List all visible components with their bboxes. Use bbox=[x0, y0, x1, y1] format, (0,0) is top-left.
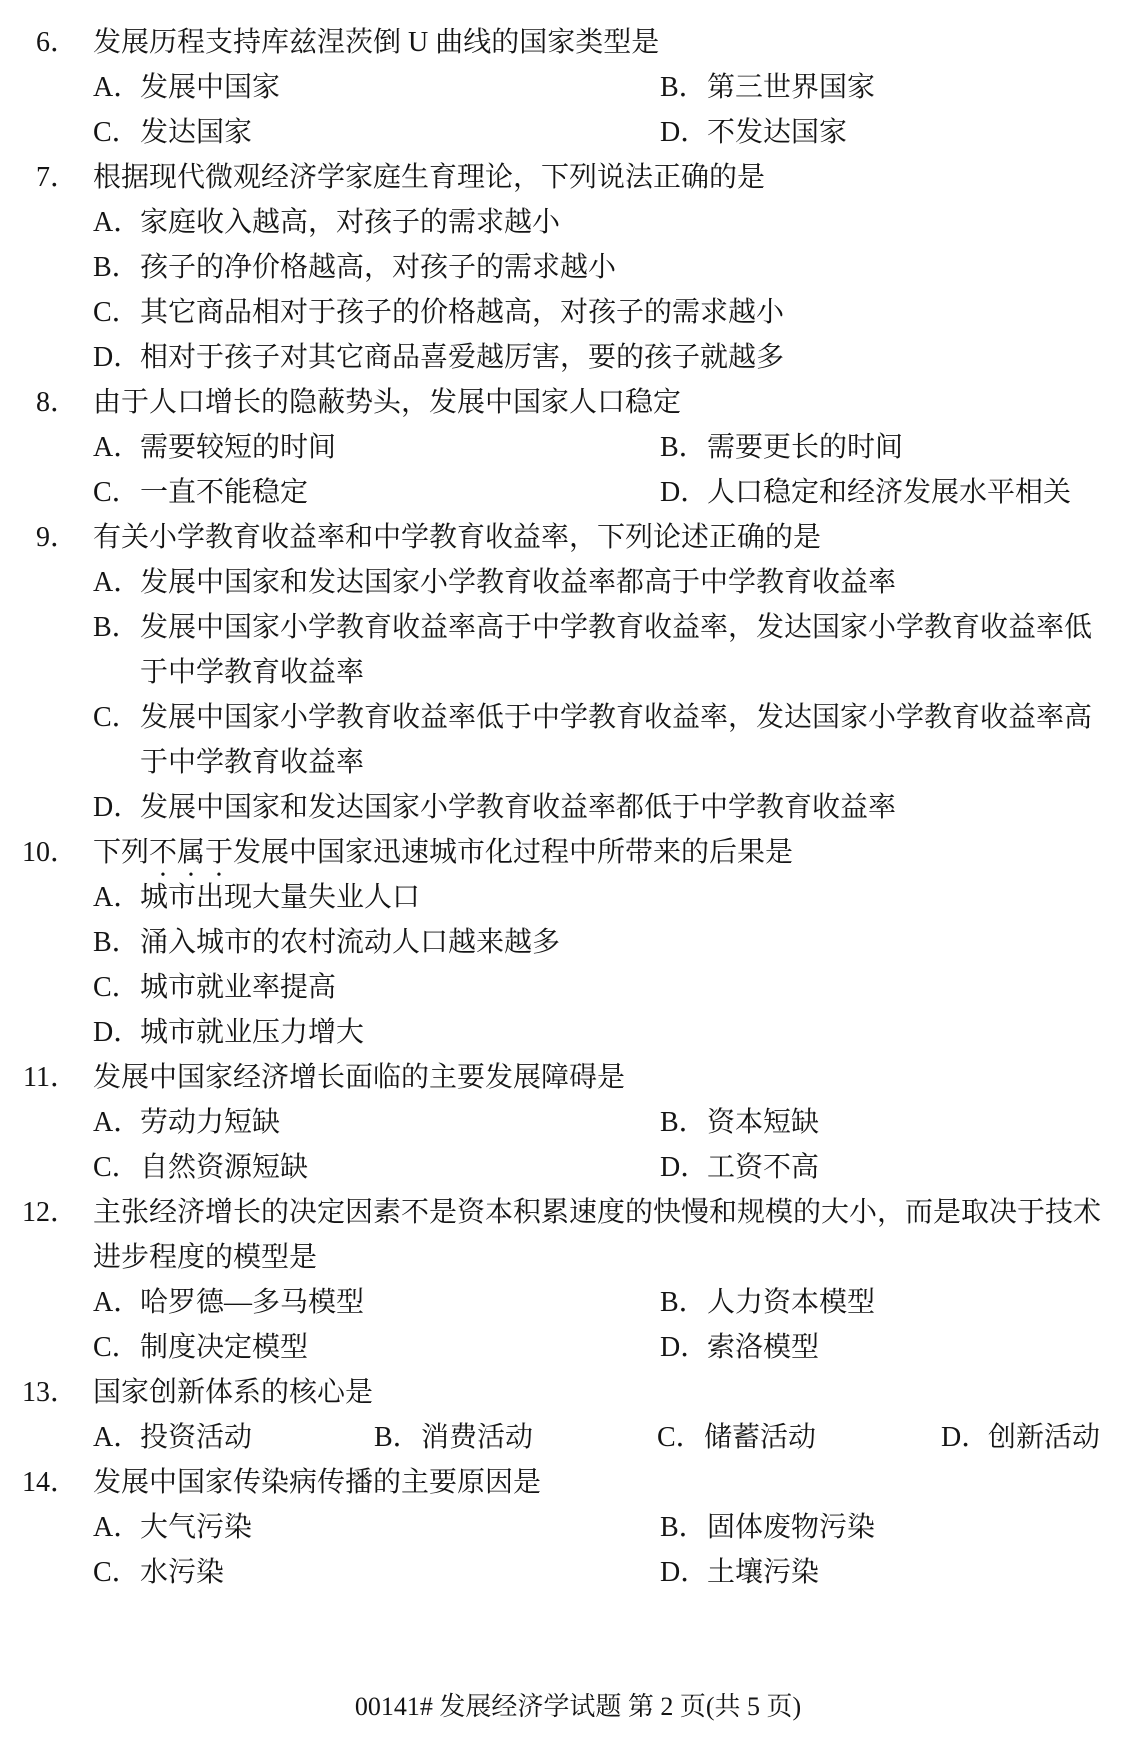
question-10-option-c bbox=[0, 965, 1144, 1010]
question-stem: 主张经济增长的决定因素不是资本积累速度的快慢和规模的大小，而是取决于技术 bbox=[93, 1197, 1102, 1228]
question-9 bbox=[0, 515, 1144, 560]
question-13-options bbox=[0, 1415, 1144, 1460]
stem-text: 发展中国家迅速城市化过程中所带来的后果是 bbox=[233, 837, 794, 868]
option-label: B． bbox=[93, 252, 140, 283]
option-text: 第三世界国家 bbox=[707, 72, 876, 103]
question-10-option-d bbox=[0, 1010, 1144, 1055]
question-11 bbox=[0, 1055, 1144, 1100]
page-footer bbox=[0, 1684, 1144, 1729]
option-text: 固体废物污染 bbox=[707, 1512, 876, 1543]
question-number: 12． bbox=[21, 1197, 78, 1228]
option-text: 城市就业压力增大 bbox=[140, 1017, 365, 1048]
question-number: 8． bbox=[35, 387, 78, 418]
question-stem bbox=[93, 830, 793, 875]
option-text: 资本短缺 bbox=[707, 1107, 820, 1138]
option-a bbox=[93, 200, 560, 245]
question-stem-continuation: 进步程度的模型是 bbox=[93, 1242, 318, 1273]
question-9-option-a bbox=[0, 560, 1144, 605]
question-10 bbox=[0, 830, 1144, 875]
question-number: 10． bbox=[21, 837, 78, 868]
question-12-stem-continuation bbox=[0, 1235, 1144, 1280]
question-stem: 由于人口增长的隐蔽势头，发展中国家人口稳定 bbox=[93, 387, 682, 418]
option-text: 一直不能稳定 bbox=[140, 477, 309, 508]
question-12-options-cd bbox=[0, 1325, 1144, 1370]
question-10-option-b bbox=[0, 920, 1144, 965]
option-text: 其它商品相对于孩子的价格越高，对孩子的需求越小 bbox=[140, 297, 785, 328]
option-d bbox=[941, 1415, 1100, 1460]
option-text: 发展中国家和发达国家小学教育收益率都低于中学教育收益率 bbox=[140, 792, 897, 823]
question-9-option-d bbox=[0, 785, 1144, 830]
question-11-options-ab bbox=[0, 1100, 1144, 1145]
option-text: 发达国家 bbox=[140, 117, 253, 148]
option-label: A． bbox=[93, 882, 142, 913]
option-a bbox=[93, 875, 420, 920]
question-7-option-c bbox=[0, 290, 1144, 335]
question-11-options-cd bbox=[0, 1145, 1144, 1190]
option-text: 发展中国家小学教育收益率低于中学教育收益率，发达国家小学教育收益率高 bbox=[140, 702, 1093, 733]
option-text: 孩子的净价格越高，对孩子的需求越小 bbox=[140, 252, 617, 283]
option-label: D． bbox=[660, 1557, 709, 1588]
question-12 bbox=[0, 1190, 1144, 1235]
option-d bbox=[93, 785, 896, 830]
option-text: 自然资源短缺 bbox=[140, 1152, 309, 1183]
option-text: 人力资本模型 bbox=[707, 1287, 876, 1318]
option-label: A． bbox=[93, 1107, 142, 1138]
option-label: A． bbox=[93, 1512, 142, 1543]
option-label: A． bbox=[93, 1287, 142, 1318]
option-text: 涌入城市的农村流动人口越来越多 bbox=[140, 927, 561, 958]
option-b bbox=[660, 65, 875, 110]
option-c bbox=[93, 965, 336, 1010]
option-label: C． bbox=[93, 1152, 140, 1183]
option-a bbox=[93, 1100, 660, 1145]
question-13 bbox=[0, 1370, 1144, 1415]
option-text: 需要更长的时间 bbox=[707, 432, 904, 463]
option-label: B． bbox=[93, 612, 140, 643]
option-text: 城市就业率提高 bbox=[140, 972, 337, 1003]
option-text: 城市出现大量失业人口 bbox=[140, 882, 421, 913]
option-c bbox=[93, 1145, 660, 1190]
option-text: 家庭收入越高，对孩子的需求越小 bbox=[140, 207, 561, 238]
option-b bbox=[93, 605, 1092, 650]
question-number: 14． bbox=[21, 1467, 78, 1498]
option-c bbox=[93, 290, 784, 335]
question-6-options-ab bbox=[0, 65, 1144, 110]
option-text-continuation: 于中学教育收益率 bbox=[140, 657, 365, 688]
option-b bbox=[93, 245, 616, 290]
option-a bbox=[93, 1280, 660, 1325]
option-text: 投资活动 bbox=[140, 1422, 253, 1453]
stem-text: 下列 bbox=[93, 837, 150, 868]
option-label: D． bbox=[660, 477, 709, 508]
option-label: A． bbox=[93, 567, 142, 598]
option-c bbox=[93, 695, 1092, 740]
option-d bbox=[660, 1550, 819, 1595]
option-text: 大气污染 bbox=[140, 1512, 253, 1543]
option-text: 水污染 bbox=[140, 1557, 225, 1588]
option-text: 发展中国家 bbox=[140, 72, 281, 103]
question-8 bbox=[0, 380, 1144, 425]
question-stem: 发展历程支持库兹涅茨倒 U 曲线的国家类型是 bbox=[93, 27, 660, 58]
option-label: C． bbox=[657, 1422, 704, 1453]
option-a bbox=[93, 425, 660, 470]
option-label: B． bbox=[660, 432, 707, 463]
option-a bbox=[93, 1505, 660, 1550]
question-number: 13． bbox=[21, 1377, 78, 1408]
question-stem: 发展中国家传染病传播的主要原因是 bbox=[93, 1467, 542, 1498]
question-6-options-cd bbox=[0, 110, 1144, 155]
option-label: D． bbox=[660, 1152, 709, 1183]
option-text: 消费活动 bbox=[421, 1422, 534, 1453]
option-text: 不发达国家 bbox=[707, 117, 848, 148]
option-label: B． bbox=[660, 1287, 707, 1318]
option-label: D． bbox=[660, 117, 709, 148]
option-text: 相对于孩子对其它商品喜爱越厉害，要的孩子就越多 bbox=[140, 342, 785, 373]
question-6 bbox=[0, 20, 1144, 65]
option-label: C． bbox=[93, 702, 140, 733]
option-label: A． bbox=[93, 72, 142, 103]
option-text-continuation: 于中学教育收益率 bbox=[140, 747, 365, 778]
option-d bbox=[660, 470, 1071, 515]
option-text: 制度决定模型 bbox=[140, 1332, 309, 1363]
question-8-options-ab bbox=[0, 425, 1144, 470]
option-label: B． bbox=[374, 1422, 421, 1453]
option-label: C． bbox=[93, 1557, 140, 1588]
option-c bbox=[93, 1550, 660, 1595]
option-label: C． bbox=[93, 1332, 140, 1363]
option-text: 土壤污染 bbox=[707, 1557, 820, 1588]
question-8-options-cd bbox=[0, 470, 1144, 515]
option-label: C． bbox=[93, 117, 140, 148]
question-stem: 根据现代微观经济学家庭生育理论，下列说法正确的是 bbox=[93, 162, 766, 193]
option-d bbox=[93, 335, 784, 380]
option-label: D． bbox=[660, 1332, 709, 1363]
question-7-option-d bbox=[0, 335, 1144, 380]
option-c bbox=[657, 1415, 941, 1460]
option-text: 发展中国家和发达国家小学教育收益率都高于中学教育收益率 bbox=[140, 567, 897, 598]
question-number: 11． bbox=[23, 1062, 78, 1093]
question-stem: 国家创新体系的核心是 bbox=[93, 1377, 374, 1408]
option-text: 索洛模型 bbox=[707, 1332, 820, 1363]
question-7-option-a bbox=[0, 200, 1144, 245]
option-label: A． bbox=[93, 1422, 142, 1453]
option-b bbox=[660, 1100, 819, 1145]
question-14-options-cd bbox=[0, 1550, 1144, 1595]
option-a bbox=[93, 65, 660, 110]
question-12-options-ab bbox=[0, 1280, 1144, 1325]
option-c bbox=[93, 1325, 660, 1370]
option-text: 人口稳定和经济发展水平相关 bbox=[707, 477, 1072, 508]
option-text: 发展中国家小学教育收益率高于中学教育收益率，发达国家小学教育收益率低 bbox=[140, 612, 1093, 643]
option-d bbox=[93, 1010, 364, 1055]
question-number: 9． bbox=[35, 522, 78, 553]
question-9-option-b-continuation bbox=[0, 650, 1144, 695]
option-label: B． bbox=[93, 927, 140, 958]
option-text: 工资不高 bbox=[707, 1152, 820, 1183]
option-label: C． bbox=[93, 477, 140, 508]
option-a bbox=[93, 560, 896, 605]
option-b bbox=[374, 1415, 657, 1460]
option-label: A． bbox=[93, 432, 142, 463]
option-text: 储蓄活动 bbox=[704, 1422, 817, 1453]
option-c bbox=[93, 110, 660, 155]
question-7-option-b bbox=[0, 245, 1144, 290]
question-14-options-ab bbox=[0, 1505, 1144, 1550]
option-b bbox=[93, 920, 560, 965]
option-b bbox=[660, 1280, 875, 1325]
option-text: 创新活动 bbox=[988, 1422, 1101, 1453]
option-d bbox=[660, 1325, 819, 1370]
option-label: B． bbox=[660, 72, 707, 103]
option-label: D． bbox=[941, 1422, 990, 1453]
option-label: D． bbox=[93, 792, 142, 823]
option-text: 需要较短的时间 bbox=[140, 432, 337, 463]
question-stem: 发展中国家经济增长面临的主要发展障碍是 bbox=[93, 1062, 626, 1093]
option-text: 哈罗德—多马模型 bbox=[140, 1287, 365, 1318]
option-a bbox=[93, 1415, 374, 1460]
option-label: D． bbox=[93, 342, 142, 373]
question-stem: 有关小学教育收益率和中学教育收益率，下列论述正确的是 bbox=[93, 522, 822, 553]
option-d bbox=[660, 1145, 819, 1190]
question-number: 7． bbox=[35, 162, 78, 193]
option-text: 劳动力短缺 bbox=[140, 1107, 281, 1138]
option-label: A． bbox=[93, 207, 142, 238]
option-label: B． bbox=[660, 1107, 707, 1138]
question-9-option-b bbox=[0, 605, 1144, 650]
option-label: C． bbox=[93, 972, 140, 1003]
option-d bbox=[660, 110, 847, 155]
question-14 bbox=[0, 1460, 1144, 1505]
option-label: C． bbox=[93, 297, 140, 328]
question-9-option-c bbox=[0, 695, 1144, 740]
option-label: B． bbox=[660, 1512, 707, 1543]
option-b bbox=[660, 1505, 875, 1550]
stem-emphasized-text: 不属于 bbox=[149, 837, 234, 868]
question-9-option-c-continuation bbox=[0, 740, 1144, 785]
question-7 bbox=[0, 155, 1144, 200]
option-b bbox=[660, 425, 903, 470]
option-c bbox=[93, 470, 660, 515]
option-label: D． bbox=[93, 1017, 142, 1048]
page-footer-text: 00141# 发展经济学试题 第 2 页(共 5 页) bbox=[354, 1692, 802, 1721]
question-number: 6． bbox=[35, 27, 78, 58]
question-10-option-a bbox=[0, 875, 1144, 920]
